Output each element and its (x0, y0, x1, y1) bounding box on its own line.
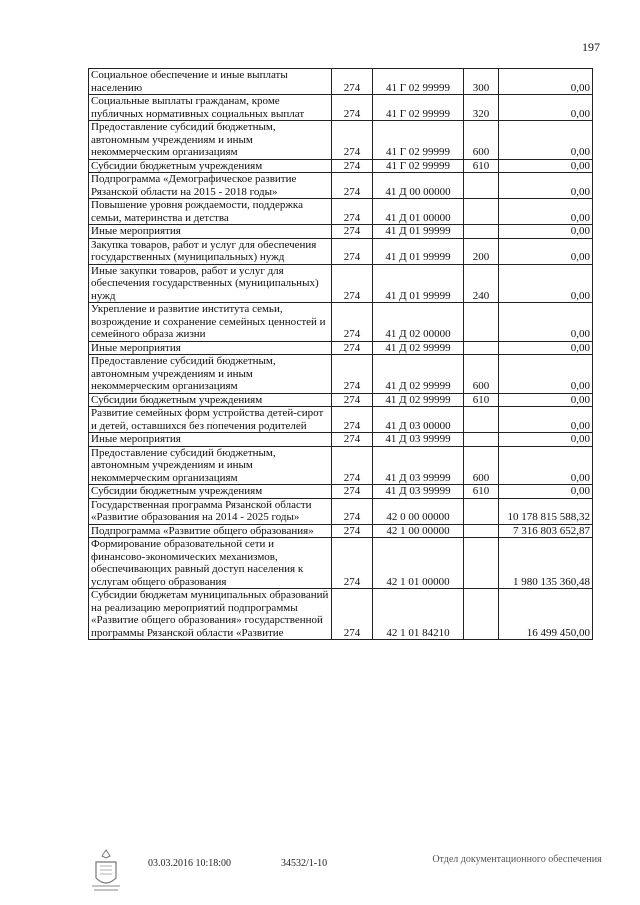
row-target-article: 41 Д 03 99999 (373, 433, 464, 447)
row-target-article: 41 Д 00 00000 (373, 173, 464, 199)
row-dept-code: 274 (332, 173, 373, 199)
row-amount: 0,00 (499, 485, 593, 499)
budget-table (88, 68, 593, 640)
table-row (89, 446, 593, 485)
table-row (89, 303, 593, 342)
row-amount: 0,00 (499, 355, 593, 394)
page-number: 197 (582, 40, 600, 54)
row-name: Предоставление субсидий бюджетным, автономным учреждениям и иным некоммерческим организациям (89, 446, 332, 485)
row-expense-type: 610 (464, 159, 499, 173)
row-target-article: 42 1 01 84210 (373, 589, 464, 640)
row-target-article: 41 Д 02 99999 (373, 341, 464, 355)
row-target-article: 42 1 00 00000 (373, 524, 464, 538)
row-dept-code: 274 (332, 485, 373, 499)
row-name: Формирование образовательной сети и финансово-экономических механизмов, обеспечивающих равный доступ населения к услугам общего образования (89, 538, 332, 589)
row-amount: 0,00 (499, 393, 593, 407)
row-expense-type (464, 199, 499, 225)
row-target-article: 41 Д 03 99999 (373, 485, 464, 499)
table-row (89, 238, 593, 264)
row-target-article: 41 Д 01 00000 (373, 199, 464, 225)
row-target-article: 41 Г 02 99999 (373, 121, 464, 160)
table-row (89, 95, 593, 121)
row-expense-type (464, 341, 499, 355)
coat-of-arms-logo (88, 848, 124, 892)
table-row (89, 589, 593, 640)
budget-table-body (89, 69, 593, 640)
row-target-article: 41 Д 02 99999 (373, 393, 464, 407)
row-amount: 0,00 (499, 433, 593, 447)
row-dept-code: 274 (332, 538, 373, 589)
row-amount: 0,00 (499, 69, 593, 95)
row-expense-type: 300 (464, 69, 499, 95)
row-dept-code: 274 (332, 199, 373, 225)
row-target-article: 42 1 01 00000 (373, 538, 464, 589)
row-name: Социальное обеспечение и иные выплаты населению (89, 69, 332, 95)
row-expense-type: 200 (464, 238, 499, 264)
row-name: Подпрограмма «Развитие общего образования» (89, 524, 332, 538)
row-amount: 0,00 (499, 173, 593, 199)
row-expense-type: 320 (464, 95, 499, 121)
row-target-article: 41 Д 01 99999 (373, 238, 464, 264)
row-dept-code: 274 (332, 264, 373, 303)
row-dept-code: 274 (332, 393, 373, 407)
row-amount: 7 316 803 652,87 (499, 524, 593, 538)
row-dept-code: 274 (332, 498, 373, 524)
row-name: Субсидии бюджетным учреждениям (89, 159, 332, 173)
row-name: Субсидии бюджетным учреждениям (89, 393, 332, 407)
row-name: Субсидии бюджетам муниципальных образований на реализацию мероприятий подпрограммы «Развитие общего образования» государственной программы Рязанской области «Развитие (89, 589, 332, 640)
row-expense-type (464, 173, 499, 199)
row-target-article: 41 Д 03 99999 (373, 446, 464, 485)
footer-doc-number: 34532/1-10 (281, 858, 328, 869)
table-row (89, 538, 593, 589)
row-expense-type: 600 (464, 446, 499, 485)
row-target-article: 41 Д 03 00000 (373, 407, 464, 433)
row-name: Иные закупки товаров, работ и услуг для обеспечения государственных (муниципальных) нужд (89, 264, 332, 303)
row-dept-code: 274 (332, 407, 373, 433)
row-target-article: 41 Д 02 00000 (373, 303, 464, 342)
row-dept-code: 274 (332, 238, 373, 264)
row-expense-type (464, 433, 499, 447)
footer-date: 03.03.2016 10:18:00 (148, 858, 232, 869)
table-row (89, 225, 593, 239)
row-dept-code: 274 (332, 159, 373, 173)
row-target-article: 41 Д 02 99999 (373, 355, 464, 394)
table-row (89, 69, 593, 95)
row-dept-code: 274 (332, 589, 373, 640)
table-row (89, 393, 593, 407)
table-row (89, 485, 593, 499)
row-name: Развитие семейных форм устройства детей-сирот и детей, оставшихся без попечения родителей (89, 407, 332, 433)
row-expense-type: 610 (464, 485, 499, 499)
table-row (89, 407, 593, 433)
row-amount: 0,00 (499, 446, 593, 485)
row-amount: 0,00 (499, 238, 593, 264)
row-amount: 0,00 (499, 159, 593, 173)
row-expense-type (464, 303, 499, 342)
row-dept-code: 274 (332, 355, 373, 394)
row-expense-type (464, 225, 499, 239)
row-target-article: 42 0 00 00000 (373, 498, 464, 524)
row-expense-type: 600 (464, 355, 499, 394)
row-target-article: 41 Д 01 99999 (373, 225, 464, 239)
row-dept-code: 274 (332, 524, 373, 538)
row-expense-type (464, 498, 499, 524)
row-dept-code: 274 (332, 95, 373, 121)
row-amount: 0,00 (499, 121, 593, 160)
row-dept-code: 274 (332, 121, 373, 160)
row-dept-code: 274 (332, 225, 373, 239)
table-row (89, 159, 593, 173)
row-expense-type: 610 (464, 393, 499, 407)
row-name: Субсидии бюджетным учреждениям (89, 485, 332, 499)
table-row (89, 433, 593, 447)
row-name: Подпрограмма «Демографическое развитие Рязанской области на 2015 - 2018 годы» (89, 173, 332, 199)
row-name: Предоставление субсидий бюджетным, автономным учреждениям и иным некоммерческим организациям (89, 355, 332, 394)
row-amount: 16 499 450,00 (499, 589, 593, 640)
row-amount: 0,00 (499, 303, 593, 342)
table-row (89, 264, 593, 303)
row-dept-code: 274 (332, 433, 373, 447)
department-stamp: Отдел документационного обеспечения (432, 854, 602, 865)
table-row (89, 524, 593, 538)
table-row (89, 341, 593, 355)
row-target-article: 41 Г 02 99999 (373, 69, 464, 95)
table-row (89, 355, 593, 394)
table-row (89, 199, 593, 225)
row-dept-code: 274 (332, 303, 373, 342)
row-expense-type: 240 (464, 264, 499, 303)
row-amount: 0,00 (499, 341, 593, 355)
row-name: Укрепление и развитие института семьи, возрождение и сохранение семейных ценностей и семейного образа жизни (89, 303, 332, 342)
row-expense-type (464, 524, 499, 538)
row-target-article: 41 Г 02 99999 (373, 159, 464, 173)
row-amount: 10 178 815 588,32 (499, 498, 593, 524)
row-amount: 0,00 (499, 264, 593, 303)
row-amount: 0,00 (499, 95, 593, 121)
row-name: Предоставление субсидий бюджетным, автономным учреждениям и иным некоммерческим организациям (89, 121, 332, 160)
row-name: Государственная программа Рязанской области «Развитие образования на 2014 - 2025 годы» (89, 498, 332, 524)
row-name: Социальные выплаты гражданам, кроме публичных нормативных социальных выплат (89, 95, 332, 121)
row-expense-type (464, 407, 499, 433)
row-name: Закупка товаров, работ и услуг для обеспечения государственных (муниципальных) нужд (89, 238, 332, 264)
table-row (89, 498, 593, 524)
table-row (89, 173, 593, 199)
row-name: Повышение уровня рождаемости, поддержка семьи, материнства и детства (89, 199, 332, 225)
row-dept-code: 274 (332, 341, 373, 355)
row-dept-code: 274 (332, 446, 373, 485)
row-name: Иные мероприятия (89, 433, 332, 447)
row-dept-code: 274 (332, 69, 373, 95)
row-amount: 0,00 (499, 225, 593, 239)
row-amount: 1 980 135 360,48 (499, 538, 593, 589)
row-target-article: 41 Д 01 99999 (373, 264, 464, 303)
row-name: Иные мероприятия (89, 225, 332, 239)
row-expense-type (464, 538, 499, 589)
row-expense-type: 600 (464, 121, 499, 160)
table-row (89, 121, 593, 160)
row-amount: 0,00 (499, 407, 593, 433)
row-name: Иные мероприятия (89, 341, 332, 355)
row-amount: 0,00 (499, 199, 593, 225)
row-expense-type (464, 589, 499, 640)
row-target-article: 41 Г 02 99999 (373, 95, 464, 121)
